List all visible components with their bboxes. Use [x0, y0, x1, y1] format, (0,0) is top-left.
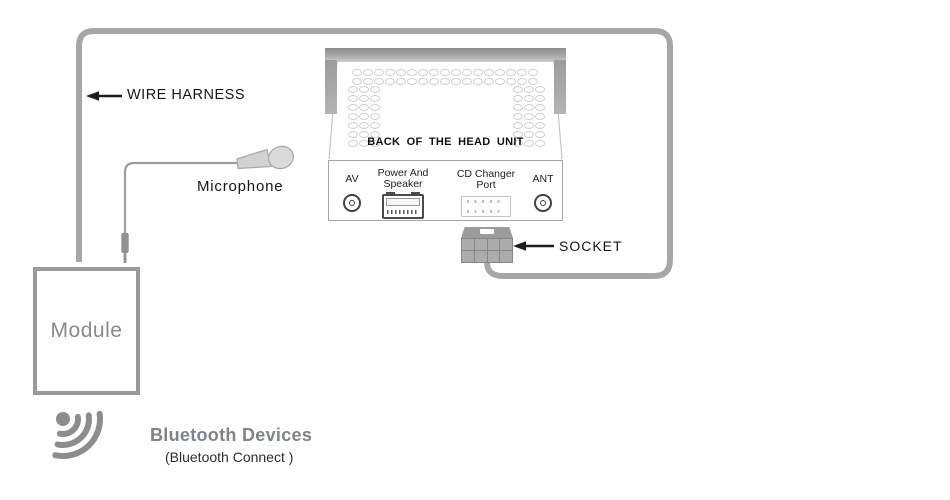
wire-harness-label: WIRE HARNESS	[127, 87, 245, 103]
ant-port-label: ANT	[532, 173, 554, 185]
microphone-icon	[237, 143, 296, 171]
audio-plug-icon	[121, 233, 128, 263]
wire-harness-arrow-icon	[86, 91, 122, 101]
module-box	[33, 267, 140, 395]
bluetooth-signal-icon	[48, 405, 110, 469]
cd-changer-label-line1: CD Changer	[456, 168, 516, 180]
av-port-label: AV	[345, 173, 359, 185]
bluetooth-connect-label: (Bluetooth Connect )	[165, 449, 294, 465]
microphone-label: Microphone	[197, 178, 284, 195]
module-label: Module	[50, 319, 123, 342]
head-unit-connector-panel	[328, 160, 563, 221]
vent-holes-top	[352, 69, 536, 85]
socket-arrow-icon	[513, 241, 554, 251]
head-unit-title: BACK OF THE HEAD UNIT	[367, 136, 524, 148]
av-jack-icon	[343, 194, 361, 212]
power-speaker-connector-icon	[382, 194, 424, 219]
bluetooth-devices-label: Bluetooth Devices	[150, 425, 313, 445]
cd-changer-port	[453, 169, 519, 217]
ant-jack-icon	[534, 194, 552, 212]
socket-top-face	[461, 227, 513, 238]
head-unit-back	[329, 61, 562, 161]
socket-plug-icon	[461, 227, 513, 263]
power-speaker-label-line1: Power And	[377, 167, 429, 179]
socket-label: SOCKET	[559, 238, 623, 254]
cd-changer-connector-icon	[461, 196, 511, 217]
power-speaker-port	[371, 168, 435, 219]
cd-changer-label-line2: Port	[476, 179, 496, 191]
socket-front-face	[461, 238, 513, 263]
head-unit-sleeve-top	[325, 48, 566, 62]
microphone-cable	[125, 163, 240, 236]
ant-port	[527, 174, 559, 212]
power-speaker-label-line2: Speaker	[383, 178, 423, 190]
av-port	[337, 174, 367, 212]
